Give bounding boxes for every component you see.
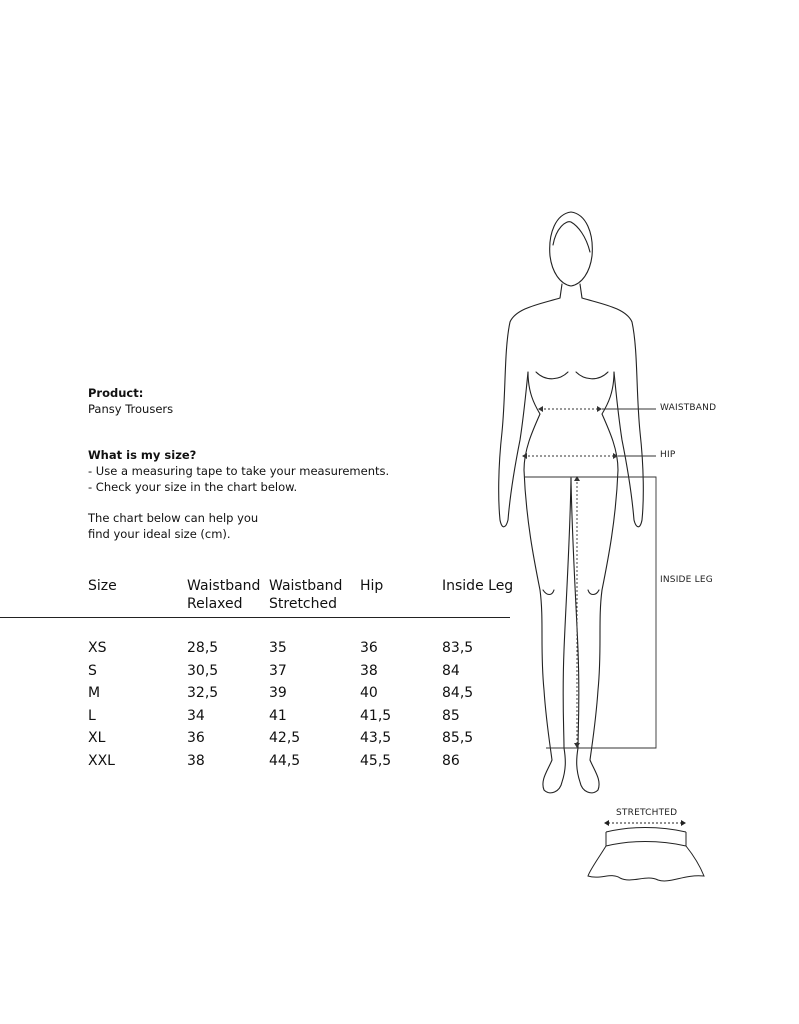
left-leg-outline bbox=[524, 470, 565, 793]
cell-size: XL bbox=[88, 730, 106, 746]
header-inside-leg-label: Inside Leg bbox=[442, 578, 514, 594]
cell-waistband-stretched: 42,5 bbox=[269, 730, 301, 746]
skirt-ruffle bbox=[588, 846, 704, 881]
chart-intro-line-2: find your ideal size (cm). bbox=[88, 527, 231, 541]
cell-size: XXL bbox=[88, 752, 115, 769]
cell-size: M bbox=[88, 685, 101, 701]
help-title: What is my size? bbox=[88, 448, 197, 462]
stretched-label: STRETCHTED bbox=[616, 808, 678, 818]
header-hip-label: Hip bbox=[360, 578, 384, 594]
cell-size: XS bbox=[88, 640, 107, 656]
cell-inside-leg: 85 bbox=[442, 707, 460, 724]
cell-size: L bbox=[88, 707, 96, 724]
cell-inside-leg: 86 bbox=[442, 752, 460, 769]
hair-outline bbox=[553, 222, 590, 252]
cell-waistband-stretched: 44,5 bbox=[269, 752, 301, 769]
cell-hip: 43,5 bbox=[360, 730, 392, 746]
cell-inside-leg: 83,5 bbox=[442, 640, 474, 656]
head-outline bbox=[550, 212, 593, 286]
chart-intro-line-1: The chart below can help you bbox=[88, 511, 259, 525]
header-size-label: Size bbox=[88, 578, 117, 594]
inner-leg-left bbox=[563, 478, 571, 748]
hip-label: HIP bbox=[660, 450, 676, 460]
cell-inside-leg: 85,5 bbox=[442, 730, 474, 746]
inner-leg-right bbox=[571, 478, 579, 748]
cell-inside-leg: 84,5 bbox=[442, 685, 474, 701]
right-leg-outline bbox=[577, 470, 618, 793]
header-waistband-relaxed-line1: Waistband bbox=[187, 578, 261, 594]
left-arm-outline bbox=[499, 298, 560, 527]
cell-waistband-stretched: 37 bbox=[269, 662, 287, 679]
help-step-2: - Check your size in the chart below. bbox=[88, 480, 298, 494]
header-waistband-relaxed-line2: Relaxed bbox=[187, 596, 243, 612]
knee-marks bbox=[543, 590, 599, 595]
cell-hip: 41,5 bbox=[360, 707, 392, 724]
cell-waistband-relaxed: 28,5 bbox=[187, 640, 219, 656]
cell-waistband-stretched: 39 bbox=[269, 685, 287, 701]
bust-line bbox=[536, 372, 608, 379]
cell-inside-leg: 84 bbox=[442, 662, 460, 679]
inside-leg-bracket bbox=[524, 477, 656, 748]
cell-waistband-stretched: 41 bbox=[269, 707, 287, 724]
cell-waistband-relaxed: 30,5 bbox=[187, 662, 219, 679]
product-label: Product: bbox=[88, 386, 144, 400]
cell-waistband-relaxed: 32,5 bbox=[187, 685, 219, 701]
waistband-label: WAISTBAND bbox=[660, 403, 717, 413]
cell-waistband-relaxed: 38 bbox=[187, 752, 205, 769]
cell-waistband-relaxed: 34 bbox=[187, 707, 205, 724]
cell-size: S bbox=[88, 662, 97, 679]
cell-waistband-stretched: 35 bbox=[269, 640, 287, 656]
right-arm-outline bbox=[582, 298, 643, 527]
cell-hip: 40 bbox=[360, 685, 378, 701]
waistband-band bbox=[606, 832, 686, 846]
cell-hip: 38 bbox=[360, 662, 378, 679]
inside-leg-label: INSIDE LEG bbox=[660, 575, 713, 585]
cell-waistband-relaxed: 36 bbox=[187, 730, 205, 746]
header-waistband-stretched-line2: Stretched bbox=[269, 596, 337, 612]
header-waistband-stretched-line1: Waistband bbox=[269, 578, 343, 594]
product-name: Pansy Trousers bbox=[88, 402, 174, 416]
cell-hip: 45,5 bbox=[360, 752, 392, 769]
waistband-top bbox=[606, 828, 686, 833]
cell-hip: 36 bbox=[360, 640, 378, 656]
help-step-1: - Use a measuring tape to take your measurements. bbox=[88, 464, 390, 478]
